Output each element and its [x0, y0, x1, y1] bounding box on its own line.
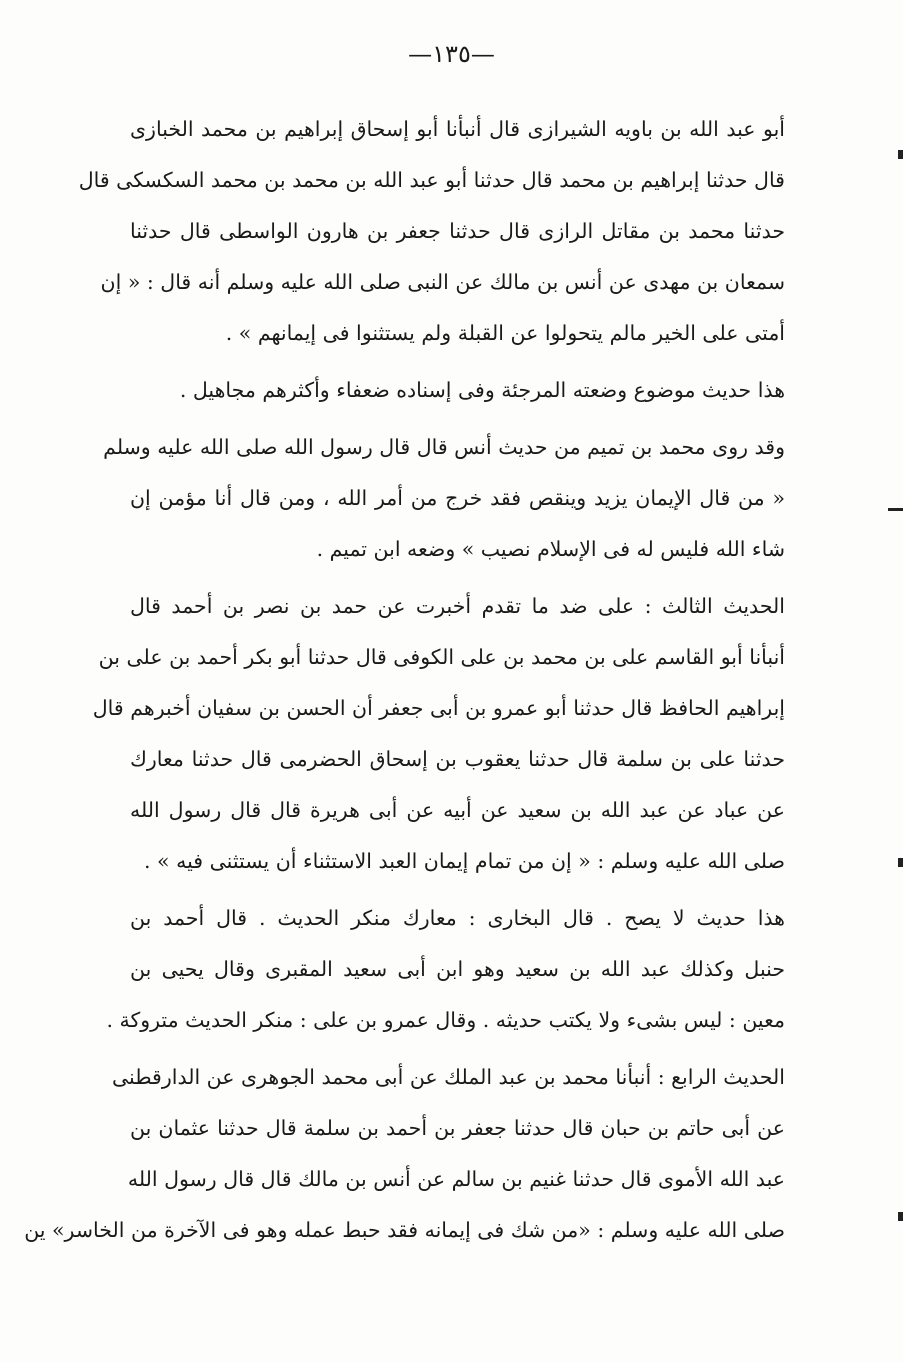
text-line: هذا حديث لا يصح . قال البخارى : معارك منكر الحديث . قال أحمد بن	[130, 906, 785, 930]
text-line: عن أبى حاتم بن حبان قال حدثنا جعفر بن أحمد بن سلمة قال حدثنا عثمان بن	[130, 1116, 785, 1140]
text-line: عبد الله الأموى قال حدثنا غنيم بن سالم عن أنس بن مالك قال قال رسول الله	[127, 1167, 785, 1191]
text-line: حدثنا على بن سلمة قال حدثنا يعقوب بن إسحاق الحضرمى قال حدثنا معارك	[130, 747, 785, 771]
text-line: عن عباد عن عبد الله بن سعيد عن أبيه عن أبى هريرة قال قال رسول الله	[130, 798, 785, 822]
text-line: الحديث الرابع : أنبأنا محمد بن عبد الملك عن أبى محمد الجوهرى عن الدارقطنى	[111, 1065, 785, 1089]
text-line: إبراهيم الحافظ قال حدثنا أبو عمرو بن أبى جعفر أن الحسن بن سفيان أخبرهم قال	[92, 696, 785, 720]
text-line: هذا حديث موضوع وضعته المرجئة وفى إسناده ضعفاء وأكثرهم مجاهيل .	[179, 378, 785, 402]
paragraph-1	[78, 104, 785, 359]
text-line: سمعان بن مهدى عن أنس بن مالك عن النبى صلى الله عليه وسلم أنه قال : « إن	[100, 270, 785, 294]
paragraph-4	[92, 581, 785, 887]
text-line: معين : ليس بشىء ولا يكتب حديثه . وقال عمرو بن على : منكر الحديث متروكة .	[106, 1008, 785, 1032]
text-line: « من قال الإيمان يزيد وينقص فقد خرج من أمر الله ، ومن قال أنا مؤمن إن	[130, 486, 785, 510]
page-number: —١٣٥—	[408, 40, 495, 68]
paragraph-5	[106, 893, 785, 1046]
text-line: حنبل وكذلك عبد الله بن سعيد وهو ابن أبى سعيد المقبرى وقال يحيى بن	[130, 957, 785, 981]
scan-mark	[898, 1212, 903, 1221]
paragraph-3	[103, 422, 785, 575]
body-text	[24, 104, 785, 1256]
scan-mark	[888, 508, 903, 511]
scan-mark	[898, 858, 903, 867]
text-line: حدثنا محمد بن مقاتل الرازى قال حدثنا جعفر بن هارون الواسطى قال حدثنا	[130, 219, 785, 243]
scan-mark	[898, 150, 903, 159]
text-line: وقد روى محمد بن تميم من حديث أنس قال قال رسول الله صلى الله عليه وسلم	[103, 435, 785, 459]
text-line: صلى الله عليه وسلم : « إن من تمام إيمان العبد الاستثناء أن يستثنى فيه » .	[143, 849, 785, 873]
text-line: قال حدثنا إبراهيم بن محمد قال حدثنا أبو عبد الله بن محمد بن محمد السكسكى قال	[78, 168, 785, 192]
text-line: صلى الله عليه وسلم : «من شك فى إيمانه فقد حبط عمله وهو فى الآخرة من الخاسر» ين	[24, 1218, 785, 1242]
text-line: الحديث الثالث : على ضد ما تقدم أخبرت عن حمد بن نصر بن أحمد قال	[130, 594, 785, 618]
paragraph-6	[24, 1052, 785, 1256]
text-line: أبو عبد الله بن باويه الشيرازى قال أنبأنا أبو إسحاق إبراهيم بن محمد الخبازى	[130, 117, 785, 141]
paragraph-2	[130, 365, 785, 416]
text-line: أمتى على الخير مالم يتحولوا عن القبلة ولم يستثنوا فى إيمانهم » .	[225, 321, 785, 345]
text-line: أنبأنا أبو القاسم على بن محمد بن على الكوفى قال حدثنا أبو بكر أحمد بن على بن	[98, 645, 785, 669]
text-line: شاء الله فليس له فى الإسلام نصيب » وضعه ابن تميم .	[316, 537, 785, 561]
